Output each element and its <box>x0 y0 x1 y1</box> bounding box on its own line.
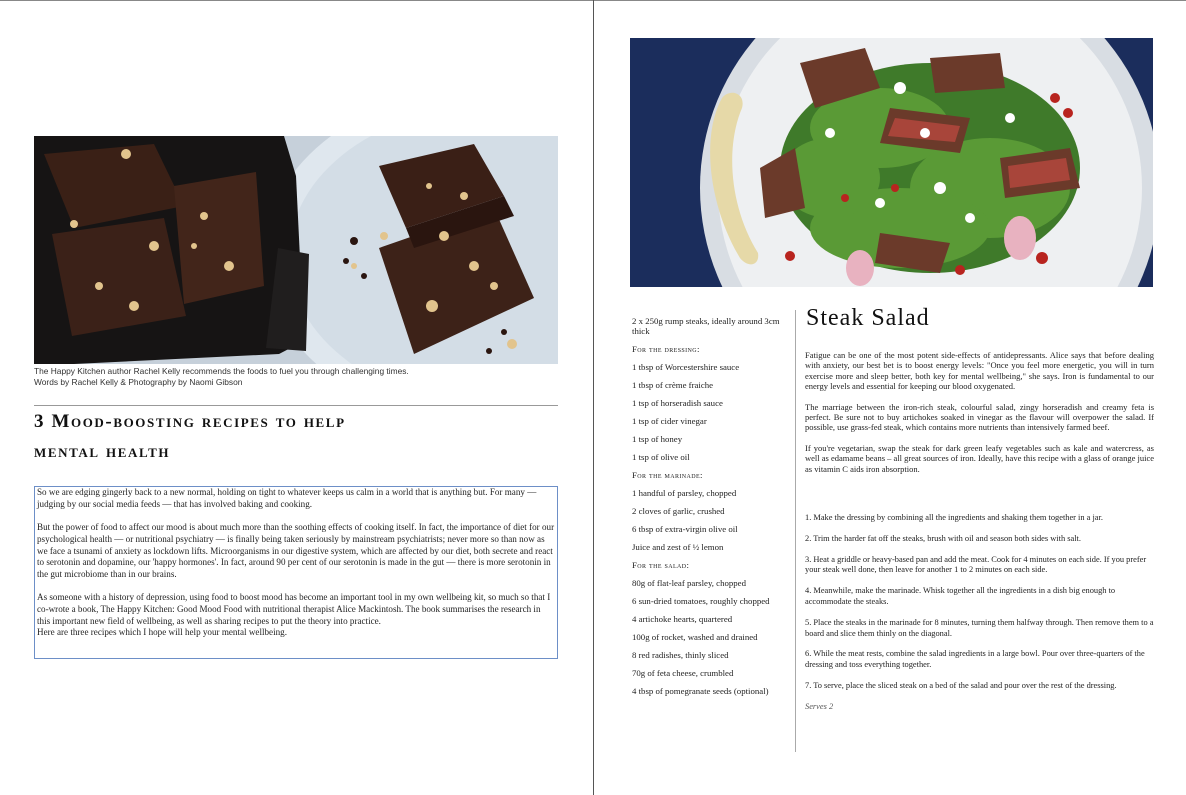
method-steps <box>805 513 1154 723</box>
ingredient-item: 80g of flat-leaf parsley, chopped <box>632 578 746 588</box>
headline-line-2: mental health <box>34 441 171 462</box>
ingredient-item: 8 red radishes, thinly sliced <box>632 650 729 660</box>
page-spine-divider <box>593 0 594 795</box>
ingredient-item: 4 artichoke hearts, quartered <box>632 614 733 624</box>
ingredient-item: 1 handful of parsley, chopped <box>632 488 737 498</box>
dressing-heading: For the dressing: <box>632 344 700 354</box>
ingredient-item: 100g of rocket, washed and drained <box>632 632 758 642</box>
ingredient-item: 6 sun-dried tomatoes, roughly chopped <box>632 596 770 606</box>
method-step: 7. To serve, place the sliced steak on a bed of the salad and pour over the rest of the dressing. <box>805 680 1117 690</box>
method-step: 6. While the meat rests, combine the salad ingredients in a large bowl. Pour over three-quarters of the dressing and toss everything together. <box>805 649 1145 670</box>
ingredient-item: 1 tsp of cider vinegar <box>632 416 707 426</box>
headline-line-1: 3 Mood-boosting recipes to help <box>34 411 346 432</box>
recipe-paragraph-1: Fatigue can be one of the most potent side-effects of antidepressants. Alice says that before dealing with anxiety, our best bet is to boost energy levels: "Once you feel more energetic, you will in turn exercise more and sleep better, both key for mental wellbeing," she says. Iron is fundamental to our energy levels and essential for keeping our blood oxygenated. <box>805 350 1154 392</box>
ingredient-item: 4 tbsp of pomegranate seeds (optional) <box>632 686 769 696</box>
brownies-illustration <box>34 136 558 364</box>
article-headline <box>34 407 564 467</box>
ingredient-item: 1 tsp of olive oil <box>632 452 690 462</box>
method-step: 3. Heat a griddle or heavy-based pan and add the meat. Cook for 4 minutes on each side. If you prefer your steak well done, then leave for another 1 to 2 minutes on each side. <box>805 554 1147 575</box>
ingredient-item: 1 tbsp of Worcestershire sauce <box>632 362 740 372</box>
intro-paragraph-4: Here are three recipes which I hope will help your mental wellbeing. <box>37 627 287 638</box>
column-divider <box>795 310 796 752</box>
ingredient-item: 2 x 250g rump steaks, ideally around 3cm thick <box>632 316 780 336</box>
caption-line-1: The Happy Kitchen author Rachel Kelly recommends the foods to fuel you through challenging times. <box>34 366 409 376</box>
ingredient-item: 70g of feta cheese, crumbled <box>632 668 734 678</box>
intro-text-frame[interactable] <box>34 486 558 659</box>
recipe-intro <box>805 350 1154 484</box>
serves-note: Serves 2 <box>805 701 834 711</box>
method-step: 2. Trim the harder fat off the steaks, brush with oil and season both sides with salt. <box>805 533 1081 543</box>
ingredient-item: 6 tbsp of extra-virgin olive oil <box>632 524 738 534</box>
ingredient-item: Juice and zest of ½ lemon <box>632 542 724 552</box>
photo-caption <box>34 366 564 388</box>
intro-paragraph-3: As someone with a history of depression, using food to boost mood has become an important tool in my own wellbeing kit, so much so that I co-wrote a book, The Happy Kitchen: Good Mood Food with nutritional therapist Alice Mackintosh. The book summarises the research in this important new field of wellbeing, as well as sharing recipes to put the theory into practice. <box>37 592 551 626</box>
steak-salad-illustration <box>630 38 1153 287</box>
brownies-photo <box>34 136 558 364</box>
headline-divider <box>34 405 558 406</box>
caption-line-2: Words by Rachel Kelly & Photography by Naomi Gibson <box>34 377 243 387</box>
method-step: 5. Place the steaks in the marinade for 8 minutes, turning them halfway through. Then remove them to a board and slice them thinly on the diagonal. <box>805 617 1154 638</box>
marinade-heading: For the marinade: <box>632 470 703 480</box>
method-step: 1. Make the dressing by combining all the ingredients and shaking them together in a jar. <box>805 513 1103 522</box>
intro-paragraph-1: So we are edging gingerly back to a new normal, holding on tight to whatever keeps us calm in a world that is anything but. For many — judging by our social media feeds — that has involved baking and cooking. <box>37 487 537 509</box>
recipe-title: Steak Salad <box>806 305 930 331</box>
ingredient-item: 1 tsp of honey <box>632 434 683 444</box>
steak-salad-photo <box>630 38 1153 287</box>
intro-paragraph-2: But the power of food to affect our mood is about much more than the soothing effects of cooking itself. In fact, the importance of diet for our psychological health — or nutritional psychiatry — is finally being taken seriously by mainstream psychiatrists; never more so than now as we face a tsunami of anxiety as lockdown lifts. Microorganisms in our digestive system, which are affected by our diet, both secrete and react to serotonin and dopamine, our 'happy hormones'. In fact, around 90 per cent of our serotonin is made in the gut — there is more serotonin in the gut microbiome than in our brains. <box>37 522 555 579</box>
ingredient-item: 1 tsp of horseradish sauce <box>632 398 723 408</box>
salad-heading: For the salad: <box>632 560 690 570</box>
ingredient-item: 2 cloves of garlic, crushed <box>632 506 725 516</box>
ingredients-list <box>632 316 790 704</box>
recipe-paragraph-2: The marriage between the iron-rich steak, colourful salad, zingy horseradish and creamy feta is perfect. Be sure not to buy artichokes soaked in vinegar as the flavour will overpower the salad. If possible, use grass-fed steak, which contains more nutrients than intensively farmed beef. <box>805 401 1154 433</box>
ingredient-item: 1 tbsp of crème fraiche <box>632 380 714 390</box>
method-step: 4. Meanwhile, make the marinade. Whisk together all the ingredients in a dish big enough to accommodate the steaks. <box>805 586 1116 606</box>
recipe-paragraph-3: If you're vegetarian, swap the steak for dark green leafy vegetables such as kale and watercress, as well as edamame beans – all great sources of iron. Ideally, have this recipe with a glass of orange juice as vitamin C aids iron absorption. <box>805 442 1154 474</box>
